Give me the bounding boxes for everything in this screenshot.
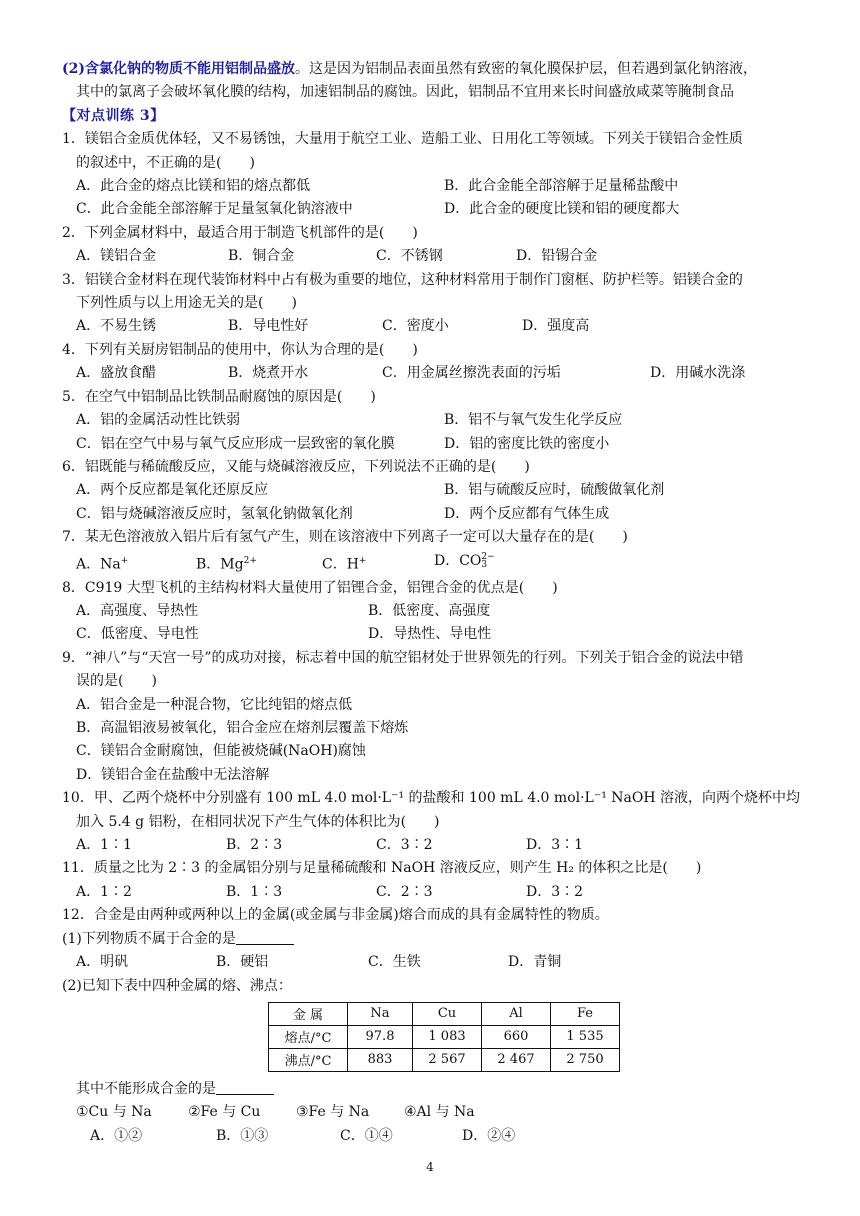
option: D．此合金的硬度比镁和铝的硬度都大 [444,201,680,218]
q1-options-row2 [62,198,812,221]
q11-stem: 11．质量之比为 2∶3 的金属铝分别与足量稀硫酸和 NaOH 溶液反应，则产生 H₂ 的体积之比是( ) [62,860,702,877]
option: B．导电性好 [228,318,309,335]
document-page [62,58,812,1148]
q12-part1: (1)下列物质不属于合金的是 [62,928,812,951]
option: D．青铜 [508,954,562,971]
option: A．不易生锈 [76,318,157,335]
table-row [269,1048,620,1071]
option: A．高强度、导热性 [76,603,199,619]
q8-options-row2 [62,623,812,646]
table-cell: 2 567 [413,1048,482,1071]
table-cell: 2 750 [551,1048,620,1071]
option: C．不锈钢 [376,248,443,265]
option: D．铅锡合金 [516,248,598,265]
q1-stem-1: 1．镁铝合金质优体轻，又不易锈蚀，大量用于航空工业、造船工业、日用化工等领域。下列关于镁铝合金性质 [62,131,743,148]
pair: ①Cu 与 Na [76,1104,152,1121]
option: A．此合金的熔点比镁和铝的熔点都低 [76,178,311,195]
pair: ②Fe 与 Cu [188,1104,261,1121]
q10-stem-2: 加入 5.4 g 铝粉，在相同状况下产生气体的体积比为( ) [76,813,440,830]
intro-rest: 。这是因为铝制品表面虽然有致密的氧化膜保护层，但若遇到氯化钠溶液， [295,61,757,77]
option: B．此合金能全部溶解于足量稀盐酸中 [444,178,679,195]
q12-pairs [62,1101,812,1124]
option: A．Na+ [76,555,129,573]
pair: ③Fe 与 Na [296,1104,370,1121]
table-cell: Al [482,1002,551,1025]
option: C．铝在空气中易与氧气反应形成一层致密的氧化膜 [76,435,395,452]
table-cell: 883 [348,1048,413,1071]
q5-options-row1 [62,409,812,432]
table-cell: 97.8 [348,1025,413,1048]
option: C．①④ [340,1127,393,1144]
page-number: 4 [426,1160,434,1174]
q3-stem-1: 3．铝镁合金材料在现代装饰材料中占有极为重要的地位，这种材料常用于制作门窗框、防护栏等。铝镁合金的 [62,271,743,288]
option: A．镁铝合金 [76,248,157,265]
q8-options-row1 [62,600,812,623]
option: A．两个反应都是氧化还原反应 [76,482,269,499]
option: C．镁铝合金耐腐蚀，但能被烧碱(NaOH)腐蚀 [76,743,366,760]
option: B．铝与硫酸反应时，硫酸做氧化剂 [444,482,665,499]
answer-blank [216,1080,274,1095]
option: D．CO 2− 3 [434,551,495,570]
q12-part2-question: 其中不能形成合金的是 [62,1078,812,1101]
option: A．1∶1 [76,837,132,854]
q4-stem: 4．下列有关厨房铝制品的使用中，你认为合理的是( ) [62,341,418,358]
q5-options-row2 [62,433,812,456]
q12-part1-options [62,951,812,974]
table-cell: Na [348,1002,413,1025]
q9-stem-2: 误的是( ) [76,673,157,690]
option: C．2∶3 [376,883,433,900]
q5-stem: 5．在空气中铝制品比铁制品耐腐蚀的原因是( ) [62,388,376,405]
intro-line-2: 其中的氯离子会破坏氧化膜的结构，加速铝制品的腐蚀。因此，铝制品不宜用来长时间盛放咸菜等腌制食品 [76,84,734,101]
option: D．②④ [462,1127,516,1144]
option: B．硬铝 [216,954,269,971]
option: A．铝合金是一种混合物，它比纯铝的熔点低 [76,696,353,713]
option: A．1∶2 [76,883,132,900]
intro-line-1 [62,58,812,81]
option: D．铝的密度比铁的密度小 [444,435,610,452]
q12-part2-options [62,1125,812,1148]
option: D．3∶2 [526,883,584,900]
table-header-row [269,1002,620,1025]
option: D．3∶1 [526,837,584,854]
option: D．用碱水洗涤 [650,365,746,382]
option: D．导热性、导电性 [368,626,492,643]
option: C．H+ [322,555,367,573]
q6-stem: 6．铝既能与稀硫酸反应，又能与烧碱溶液反应，下列说法不正确的是( ) [62,458,530,475]
section-title: 【对点训练 3】 [62,107,165,124]
q10-options [62,834,812,857]
option: A．盛放食醋 [76,365,157,382]
pair: ④Al 与 Na [404,1104,475,1121]
q2-options [62,245,812,268]
intro-bold: (2)含氯化钠的物质不能用铝制品盛放 [62,61,295,77]
option: B．1∶3 [226,883,283,900]
table-cell: Fe [551,1002,620,1025]
table-cell: Cu [413,1002,482,1025]
q9-stem-1: 9．“神八”与“天宫一号”的成功对接，标志着中国的航空铝材处于世界领先的行列。下列关于铝合金的说法中错 [62,649,744,666]
option: B．铝不与氧气发生化学反应 [444,412,623,429]
table-cell: 1 535 [551,1025,620,1048]
option: A．明矾 [76,954,129,971]
q12-part2: (2)已知下表中四种金属的熔、沸点： [62,977,292,994]
q7-stem: 7．某无色溶液放入铝片后有氢气产生，则在该溶液中下列离子一定可以大量存在的是( ) [62,529,628,546]
option: D．两个反应都有气体生成 [444,505,610,522]
q4-options [62,362,812,385]
table-cell: 660 [482,1025,551,1048]
table-cell: 熔点/°C [269,1025,348,1048]
metal-properties-table [268,1002,620,1072]
option: B．铜合金 [228,248,295,265]
q7-options [62,550,812,577]
answer-blank [236,930,294,945]
option: C．此合金能全部溶解于足量氢氧化钠溶液中 [76,201,353,218]
q3-options [62,315,812,338]
option: A．①② [90,1127,143,1144]
table-row [269,1025,620,1048]
q2-stem: 2．下列金属材料中，最适合用于制造飞机部件的是( ) [62,224,418,241]
q6-options-row2 [62,503,812,526]
option: C．3∶2 [376,837,433,854]
table-cell: 金 属 [269,1002,348,1025]
q6-options-row1 [62,479,812,502]
q1-stem-2: 的叙述中，不正确的是( ) [76,154,255,171]
option: B．低密度、高强度 [368,603,491,619]
option: B．高温铝液易被氧化，铝合金应在熔剂层覆盖下熔炼 [76,720,409,737]
q3-stem-2: 下列性质与以上用途无关的是( ) [76,295,297,312]
option: A．铝的金属活动性比铁弱 [76,412,241,429]
option: C．铝与烧碱溶液反应时，氢氧化钠做氧化剂 [76,505,353,522]
q1-options-row1 [62,175,812,198]
q12-stem: 12．合金是由两种或两种以上的金属(或金属与非金属)熔合而成的具有金属特性的物质。 [62,907,609,924]
table-cell: 2 467 [482,1048,551,1071]
option: C．生铁 [368,954,421,971]
table-cell: 沸点/°C [269,1048,348,1071]
option: C．用金属丝擦洗表面的污垢 [382,365,561,382]
option: D．镁铝合金在盐酸中无法溶解 [76,766,270,783]
q11-options [62,881,812,904]
option: D．强度高 [522,318,590,335]
option: C．密度小 [382,318,449,335]
table-cell: 1 083 [413,1025,482,1048]
q10-stem-1: 10．甲、乙两个烧杯中分别盛有 100 mL 4.0 mol·L⁻¹ 的盐酸和 100 mL 4.0 mol·L⁻¹ NaOH 溶液，向两个烧杯中均 [62,790,801,807]
option: B．①③ [216,1127,269,1144]
q8-stem: 8．C919 大型飞机的主结构材料大量使用了铝锂合金，铝锂合金的优点是( ) [62,579,558,596]
option: B．2∶3 [226,837,283,854]
option: B．烧煮开水 [228,365,309,382]
option: B．$Mg^{2+}$ [196,555,257,573]
option: C．低密度、导电性 [76,626,199,643]
